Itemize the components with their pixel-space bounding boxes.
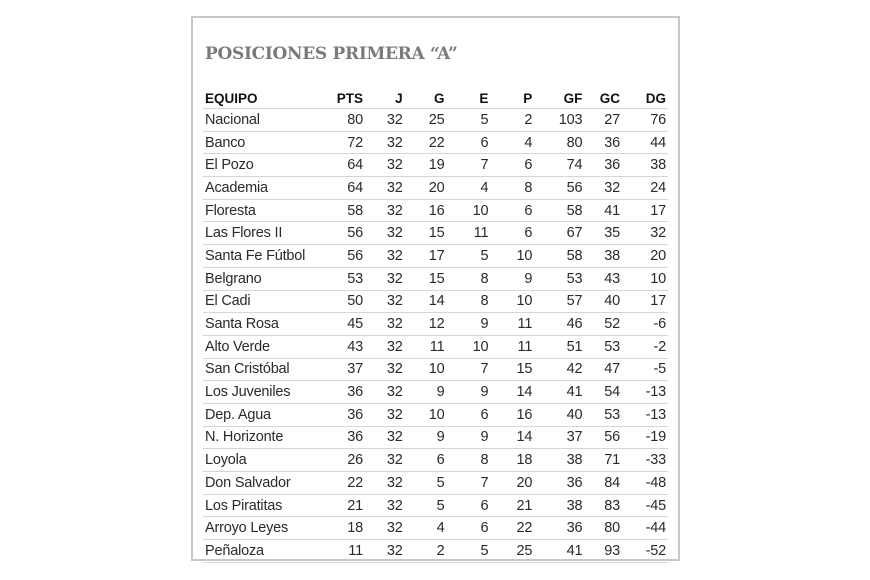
cell-dg: -44 [622,517,668,540]
cell-j: 32 [365,426,405,449]
cell-j: 32 [365,313,405,336]
cell-e: 4 [446,177,490,200]
cell-gc: 41 [584,199,622,222]
cell-g: 11 [405,335,447,358]
team-name: Belgrano [203,267,323,290]
cell-j: 32 [365,335,405,358]
column-header-e: E [446,88,490,109]
table-row [203,472,668,495]
team-name: Floresta [203,199,323,222]
cell-dg: -13 [622,403,668,426]
cell-gc: 32 [584,177,622,200]
team-name: Alto Verde [203,335,323,358]
cell-j: 32 [365,177,405,200]
cell-g: 22 [405,131,447,154]
cell-e: 8 [446,290,490,313]
cell-pts: 58 [323,199,365,222]
cell-gc: 36 [584,154,622,177]
cell-pts: 11 [323,540,365,563]
cell-g: 4 [405,517,447,540]
cell-pts: 72 [323,131,365,154]
standings-panel [191,16,680,561]
cell-p: 20 [490,472,534,495]
cell-gf: 38 [534,494,584,517]
cell-e: 5 [446,540,490,563]
cell-e: 8 [446,449,490,472]
cell-gc: 56 [584,426,622,449]
cell-p: 11 [490,313,534,336]
cell-e: 9 [446,313,490,336]
cell-g: 15 [405,267,447,290]
cell-g: 25 [405,109,447,132]
cell-g: 16 [405,199,447,222]
cell-pts: 56 [323,245,365,268]
cell-e: 6 [446,494,490,517]
cell-e: 7 [446,472,490,495]
cell-gc: 71 [584,449,622,472]
cell-gc: 54 [584,381,622,404]
column-header-g: G [405,88,447,109]
cell-p: 21 [490,494,534,517]
team-name: El Pozo [203,154,323,177]
cell-gf: 36 [534,517,584,540]
cell-pts: 80 [323,109,365,132]
cell-dg: -19 [622,426,668,449]
cell-pts: 22 [323,472,365,495]
team-name: Las Flores II [203,222,323,245]
cell-j: 32 [365,449,405,472]
cell-pts: 56 [323,222,365,245]
cell-dg: -13 [622,381,668,404]
cell-j: 32 [365,494,405,517]
cell-gf: 46 [534,313,584,336]
cell-p: 15 [490,358,534,381]
team-name: San Cristóbal [203,358,323,381]
table-row [203,517,668,540]
team-name: Banco [203,131,323,154]
cell-e: 6 [446,403,490,426]
table-row [203,403,668,426]
cell-gc: 40 [584,290,622,313]
cell-p: 6 [490,154,534,177]
cell-pts: 21 [323,494,365,517]
cell-pts: 64 [323,154,365,177]
cell-dg: 17 [622,199,668,222]
cell-dg: 17 [622,290,668,313]
cell-pts: 37 [323,358,365,381]
team-name: Dep. Agua [203,403,323,426]
team-name: Los Piratitas [203,494,323,517]
cell-pts: 64 [323,177,365,200]
cell-g: 19 [405,154,447,177]
cell-gc: 38 [584,245,622,268]
cell-j: 32 [365,109,405,132]
cell-g: 9 [405,426,447,449]
cell-dg: -45 [622,494,668,517]
cell-pts: 26 [323,449,365,472]
cell-dg: 76 [622,109,668,132]
team-name: N. Horizonte [203,426,323,449]
team-name: Don Salvador [203,472,323,495]
table-row [203,381,668,404]
table-row [203,154,668,177]
cell-gf: 80 [534,131,584,154]
table-row [203,109,668,132]
cell-p: 22 [490,517,534,540]
cell-p: 16 [490,403,534,426]
cell-j: 32 [365,267,405,290]
cell-p: 10 [490,290,534,313]
cell-e: 10 [446,199,490,222]
cell-gf: 56 [534,177,584,200]
column-header-pts: PTS [323,88,365,109]
cell-dg: 20 [622,245,668,268]
cell-p: 6 [490,222,534,245]
column-header-p: P [490,88,534,109]
cell-dg: 38 [622,154,668,177]
cell-gf: 51 [534,335,584,358]
team-name: Santa Fe Fútbol [203,245,323,268]
table-header-row [203,88,668,109]
cell-g: 17 [405,245,447,268]
cell-j: 32 [365,381,405,404]
cell-gc: 53 [584,403,622,426]
cell-p: 25 [490,540,534,563]
team-name: El Cadi [203,290,323,313]
cell-e: 5 [446,109,490,132]
cell-g: 10 [405,358,447,381]
cell-gf: 37 [534,426,584,449]
cell-p: 6 [490,199,534,222]
cell-e: 6 [446,517,490,540]
team-name: Los Juveniles [203,381,323,404]
cell-gc: 52 [584,313,622,336]
cell-dg: -5 [622,358,668,381]
cell-e: 8 [446,267,490,290]
table-row [203,199,668,222]
table-row [203,426,668,449]
cell-gf: 58 [534,245,584,268]
cell-gc: 80 [584,517,622,540]
cell-dg: 32 [622,222,668,245]
cell-j: 32 [365,199,405,222]
cell-dg: -33 [622,449,668,472]
cell-gc: 27 [584,109,622,132]
cell-e: 9 [446,426,490,449]
cell-pts: 36 [323,426,365,449]
cell-e: 7 [446,154,490,177]
cell-gf: 41 [534,381,584,404]
table-row [203,245,668,268]
team-name: Academia [203,177,323,200]
table-row [203,494,668,517]
table-row [203,177,668,200]
cell-gc: 36 [584,131,622,154]
cell-gc: 53 [584,335,622,358]
cell-j: 32 [365,222,405,245]
cell-j: 32 [365,358,405,381]
cell-p: 2 [490,109,534,132]
cell-p: 11 [490,335,534,358]
cell-j: 32 [365,154,405,177]
cell-pts: 43 [323,335,365,358]
table-row [203,358,668,381]
cell-dg: -52 [622,540,668,563]
cell-gc: 47 [584,358,622,381]
cell-gf: 58 [534,199,584,222]
cell-pts: 45 [323,313,365,336]
cell-e: 5 [446,245,490,268]
cell-gf: 36 [534,472,584,495]
cell-g: 6 [405,449,447,472]
cell-j: 32 [365,517,405,540]
cell-p: 14 [490,381,534,404]
column-header-j: J [365,88,405,109]
table-row [203,290,668,313]
cell-dg: 44 [622,131,668,154]
cell-g: 2 [405,540,447,563]
table-row [203,449,668,472]
cell-gc: 93 [584,540,622,563]
table-row [203,540,668,563]
cell-p: 14 [490,426,534,449]
cell-g: 5 [405,472,447,495]
cell-j: 32 [365,540,405,563]
cell-dg: -2 [622,335,668,358]
cell-g: 9 [405,381,447,404]
cell-pts: 50 [323,290,365,313]
team-name: Nacional [203,109,323,132]
cell-g: 5 [405,494,447,517]
cell-j: 32 [365,245,405,268]
cell-e: 6 [446,131,490,154]
cell-p: 18 [490,449,534,472]
table-row [203,131,668,154]
cell-gf: 53 [534,267,584,290]
cell-p: 4 [490,131,534,154]
cell-j: 32 [365,403,405,426]
table-row [203,335,668,358]
cell-e: 7 [446,358,490,381]
panel-title: POSICIONES PRIMERA “A” [205,44,458,64]
cell-gf: 41 [534,540,584,563]
cell-j: 32 [365,472,405,495]
cell-gf: 103 [534,109,584,132]
cell-p: 8 [490,177,534,200]
cell-dg: 10 [622,267,668,290]
cell-pts: 36 [323,403,365,426]
cell-gf: 38 [534,449,584,472]
cell-pts: 53 [323,267,365,290]
cell-pts: 18 [323,517,365,540]
standings-table [203,88,668,563]
column-header-team: EQUIPO [203,88,323,109]
cell-gf: 42 [534,358,584,381]
cell-e: 9 [446,381,490,404]
cell-g: 20 [405,177,447,200]
table-row [203,313,668,336]
cell-g: 15 [405,222,447,245]
cell-p: 10 [490,245,534,268]
table-body [203,109,668,563]
team-name: Peñaloza [203,540,323,563]
cell-j: 32 [365,131,405,154]
cell-g: 10 [405,403,447,426]
table-row [203,222,668,245]
cell-gf: 57 [534,290,584,313]
cell-j: 32 [365,290,405,313]
cell-gf: 40 [534,403,584,426]
column-header-gc: GC [584,88,622,109]
cell-gf: 67 [534,222,584,245]
column-header-gf: GF [534,88,584,109]
team-name: Arroyo Leyes [203,517,323,540]
cell-pts: 36 [323,381,365,404]
cell-gf: 74 [534,154,584,177]
cell-gc: 83 [584,494,622,517]
cell-dg: -6 [622,313,668,336]
cell-gc: 43 [584,267,622,290]
cell-g: 14 [405,290,447,313]
column-header-dg: DG [622,88,668,109]
cell-gc: 35 [584,222,622,245]
team-name: Loyola [203,449,323,472]
table-row [203,267,668,290]
team-name: Santa Rosa [203,313,323,336]
cell-e: 11 [446,222,490,245]
cell-p: 9 [490,267,534,290]
cell-e: 10 [446,335,490,358]
cell-gc: 84 [584,472,622,495]
cell-dg: 24 [622,177,668,200]
cell-dg: -48 [622,472,668,495]
cell-g: 12 [405,313,447,336]
